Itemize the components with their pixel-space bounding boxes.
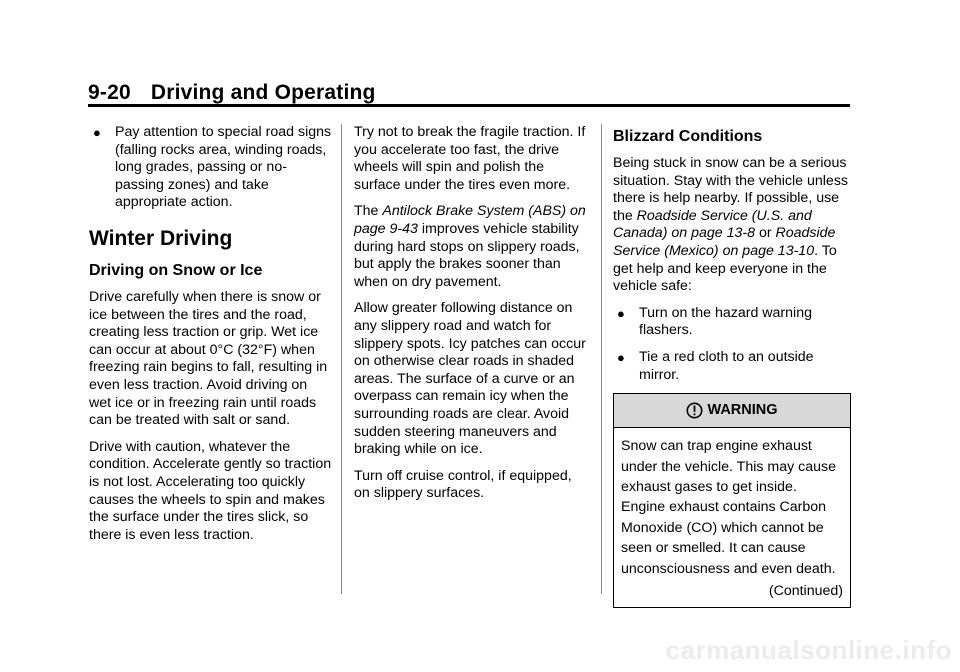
cross-reference-link[interactable]: Roadside Service (U.S. and Canada) on page 13-8 xyxy=(613,207,812,242)
text: improves vehicle stability during hard stops on slippery roads, but apply the brakes sooner than when on dry pavement. xyxy=(354,220,580,290)
text: The xyxy=(354,203,383,220)
warning-box xyxy=(613,393,851,608)
cross-reference-link[interactable]: Antilock Brake System (ABS) on page 9-43 xyxy=(354,203,586,237)
list-item xyxy=(613,349,853,384)
bullet-icon: ● xyxy=(617,305,625,321)
warning-circle-icon xyxy=(686,402,703,419)
paragraph: Allow greater following distance on any slippery road and watch for slippery spots. Icy patches can occur on otherwise clear roads in shaded areas. The surface of a curve or an overpass can remain icy when the surrounding roads are clear. Avoid sudden steering maneuvers and braking while on ice. xyxy=(354,300,586,458)
section-heading: Winter Driving xyxy=(89,226,233,250)
page-header xyxy=(88,81,376,105)
bullet-text: Pay attention to special road signs (falling rocks area, winding roads, long grades, passing or no-passing zones) and take appropriate action. xyxy=(115,124,332,211)
column-3 xyxy=(613,128,853,608)
column-divider xyxy=(601,124,602,594)
watermark: carmanualsonline.info xyxy=(665,635,952,665)
bullet-text: Turn on the hazard warning flashers. xyxy=(639,304,812,339)
subsection-heading: Driving on Snow or Ice xyxy=(89,261,263,279)
paragraph: Turn off cruise control, if equipped, on slippery surfaces. xyxy=(354,467,572,502)
column-2 xyxy=(354,124,590,512)
text: or xyxy=(755,225,776,242)
column-divider xyxy=(341,124,342,594)
bullet-icon: ● xyxy=(617,349,625,365)
paragraph: Drive carefully when there is snow or ice between the tires and the road, creating less traction or grip. Wet ice can occur at about 0°C (32°F) when freezing rain begins to fall, resulting in even less traction. Avoid driving on wet ice or in freezing rain until roads can be treated with salt or sand. xyxy=(89,288,328,429)
bullet-text: Tie a red cloth to an outside mirror. xyxy=(639,348,814,383)
cross-reference-link[interactable]: Roadside Service (Mexico) on page 13-10 xyxy=(613,225,836,259)
section-title: Driving and Operating xyxy=(150,81,376,104)
continued-label: (Continued) xyxy=(768,582,843,599)
text: . To get help and keep everyone in the vehicle safe: xyxy=(613,242,837,295)
list-item xyxy=(89,124,333,212)
warning-text: Snow can trap engine exhaust under the vehicle. This may cause exhaust gases to get inside. Engine exhaust contains Carbon Monoxide (CO) which cannot be seen or smelled. It can cause unconsciousness and even death. xyxy=(621,438,837,577)
page-number: 9-20 xyxy=(88,81,131,104)
paragraph xyxy=(613,155,853,296)
warning-title: WARNING xyxy=(707,401,778,418)
column-1 xyxy=(89,124,333,553)
warning-header xyxy=(614,394,850,428)
warning-body xyxy=(614,428,850,607)
bullet-icon: ● xyxy=(93,125,101,140)
header-rule xyxy=(88,104,850,107)
list-item xyxy=(613,305,853,340)
paragraph: Try not to break the fragile traction. If you accelerate too fast, the drive wheels will spin and polish the surface under the tires even more. xyxy=(354,124,586,193)
subsection-heading: Blizzard Conditions xyxy=(613,128,763,145)
paragraph: Drive with caution, whatever the condition. Accelerate gently so traction is not lost. Accelerating too quickly causes the wheels to spin and makes the surface under the tires slick, so there is even less traction. xyxy=(89,438,332,543)
text: Being stuck in snow can be a serious situation. Stay with the vehicle unless there is help nearby. If possible, use the xyxy=(613,155,849,224)
paragraph xyxy=(354,203,590,291)
